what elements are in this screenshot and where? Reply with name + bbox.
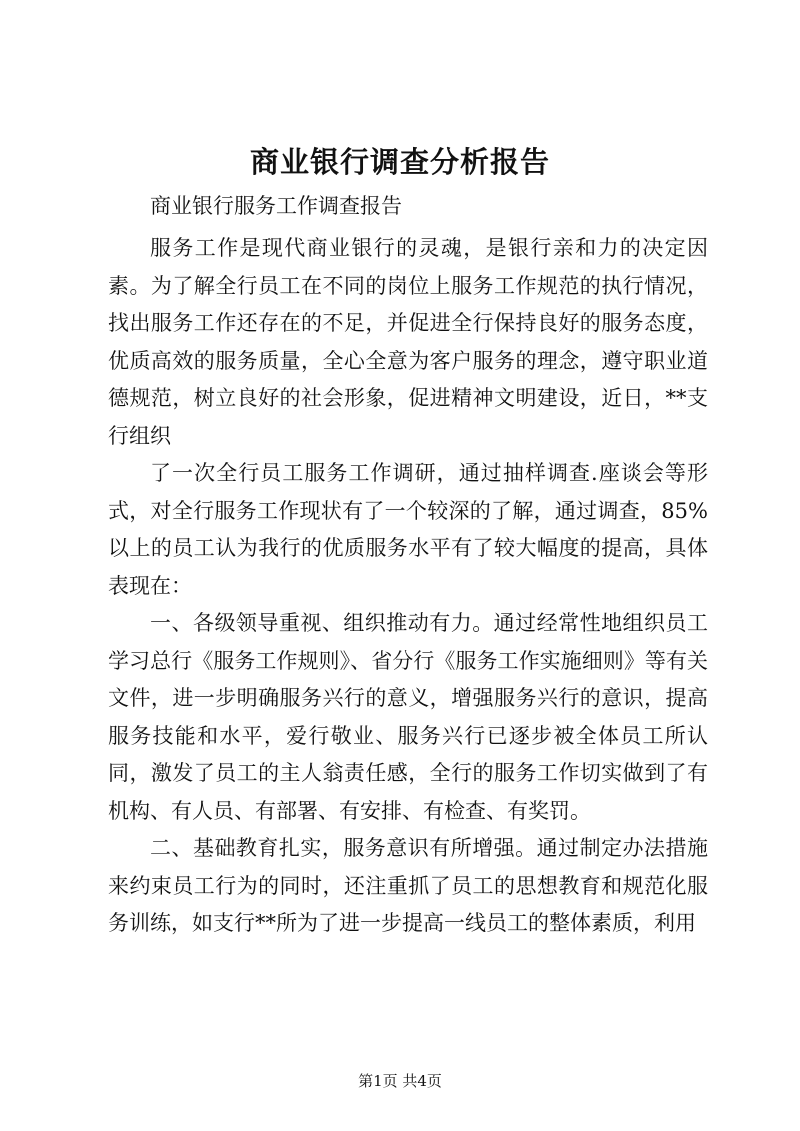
document-title: 商业银行调查分析报告 [249,145,550,179]
document-subtitle: 商业银行服务工作调查报告 [150,194,402,218]
paragraph-intro: 服务工作是现代商业银行的灵魂，是银行亲和力的决定因素。为了解全行员工在不同的岗位上服务工作规范的执行情况，找出服务工作还存在的不足，并促进全行保持良好的服务态度，优质高效的服务质量，全心全意为客户服务的理念，遵守职业道德规范，树立良好的社会形象，促进精神文明建设，近日，**支行组织 [108,236,708,448]
paragraph-point-two: 二、基础教育扎实，服务意识有所增强。通过制定办法措施来约束员工行为的同时，还注重抓了员工的思想教育和规范化服务训练，如支行**所为了进一步提高一线员工的整体素质，利用 [108,836,708,935]
paragraph-survey: 了一次全行员工服务工作调研，通过抽样调查.座谈会等形式，对全行服务工作现状有了一个较深的了解，通过调查，85%以上的员工认为我行的优质服务水平有了较大幅度的提高，具体表现在： [108,461,708,598]
page-footer: 第1页 共4页 [358,1072,442,1090]
document-body [108,230,708,943]
paragraph-point-one: 一、各级领导重视、组织推动有力。通过经常性地组织员工学习总行《服务工作规则》、省分行《服务工作实施细则》等有关文件，进一步明确服务兴行的意义，增强服务兴行的意识，提高服务技能和水平，爱行敬业、服务兴行已逐步被全体员工所认同，激发了员工的主人翁责任感，全行的服务工作切实做到了有机构、有人员、有部署、有安排、有检查、有奖罚。 [108,611,708,823]
